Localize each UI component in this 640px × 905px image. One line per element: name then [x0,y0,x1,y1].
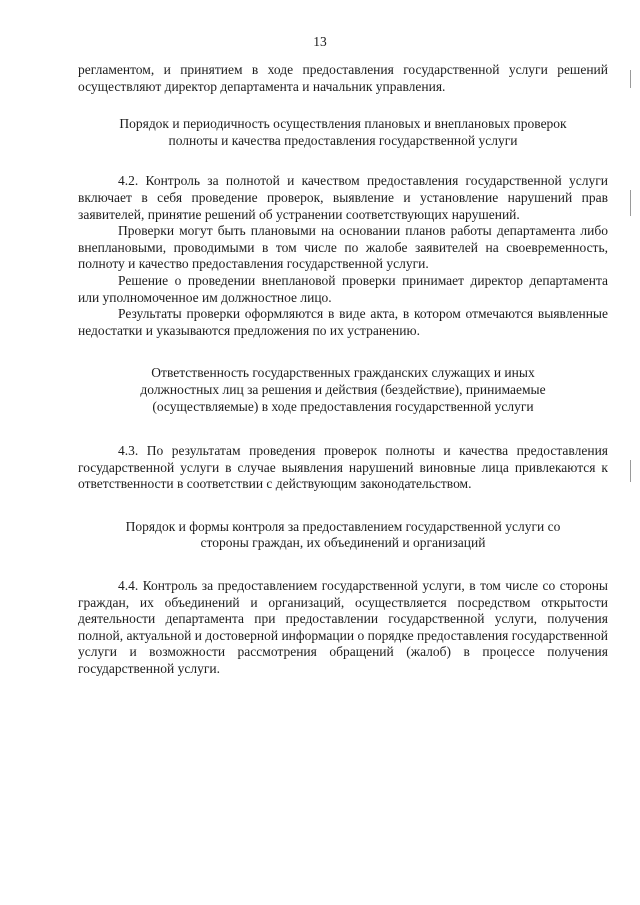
paragraph-check-results: Результаты проверки оформляются в виде акта, в котором отмечаются выявленные недостатки и указываются предложения по их устранению. [78,306,608,338]
scan-edge-mark [630,70,631,88]
paragraph-unplanned-decision: Решение о проведении внеплановой проверки принимает директор департамента или уполномоченное им должностное лицо. [78,272,608,305]
paragraph-4-2: 4.2. Контроль за полнотой и качеством предоставления государственной услуги включает в себя проведение проверок, выявление и установление нарушений прав заявителей, принятие решений об устранении соответствующих нарушений. [78,173,608,222]
page-number: 13 [313,34,327,49]
section-heading-responsibility: Ответственность государственных гражданских служащих и иных должностных лиц за решения и действия (бездействие), принимаемые (осуществляемые) в ходе предоставления государственной услуги [140,365,546,414]
scan-edge-mark [630,460,631,482]
section-heading-checks: Порядок и периодичность осуществления плановых и внеплановых проверок полноты и качества предоставления государственной услуги [119,116,567,148]
document-body [78,62,608,678]
continuation-paragraph: регламентом, и принятием в ходе предоставления государственной услуги решений осуществляют директор департамента и начальник управления. [78,62,608,94]
section-heading-control-forms: Порядок и формы контроля за предоставлением государственной услуги со стороны граждан, их объединений и организаций [125,518,561,551]
scan-edge-mark [630,190,631,216]
paragraph-check-types: Проверки могут быть плановыми на основании планов работы департамента либо внеплановыми, проводимыми в том числе по жалобе заявителей на своевременность, полноту и качество предоставления государственной услуги. [78,223,608,272]
paragraph-4-4: 4.4. Контроль за предоставлением государственной услуги, в том числе со стороны граждан, их объединений и организаций, осуществляется посредством открытости деятельности департамента при предоставлении государственной услуги, получения полной, актуальной и достоверной информации о порядке предоставления государственной услуги и возможности рассмотрения обращений (жалоб) в процессе получения государственной услуги. [78,578,608,677]
paragraph-4-3: 4.3. По результатам проведения проверок полноты и качества предоставления государственной услуги в случае выявления нарушений виновные лица привлекаются к ответственности в соответствии с действующим законодательством. [78,443,608,492]
